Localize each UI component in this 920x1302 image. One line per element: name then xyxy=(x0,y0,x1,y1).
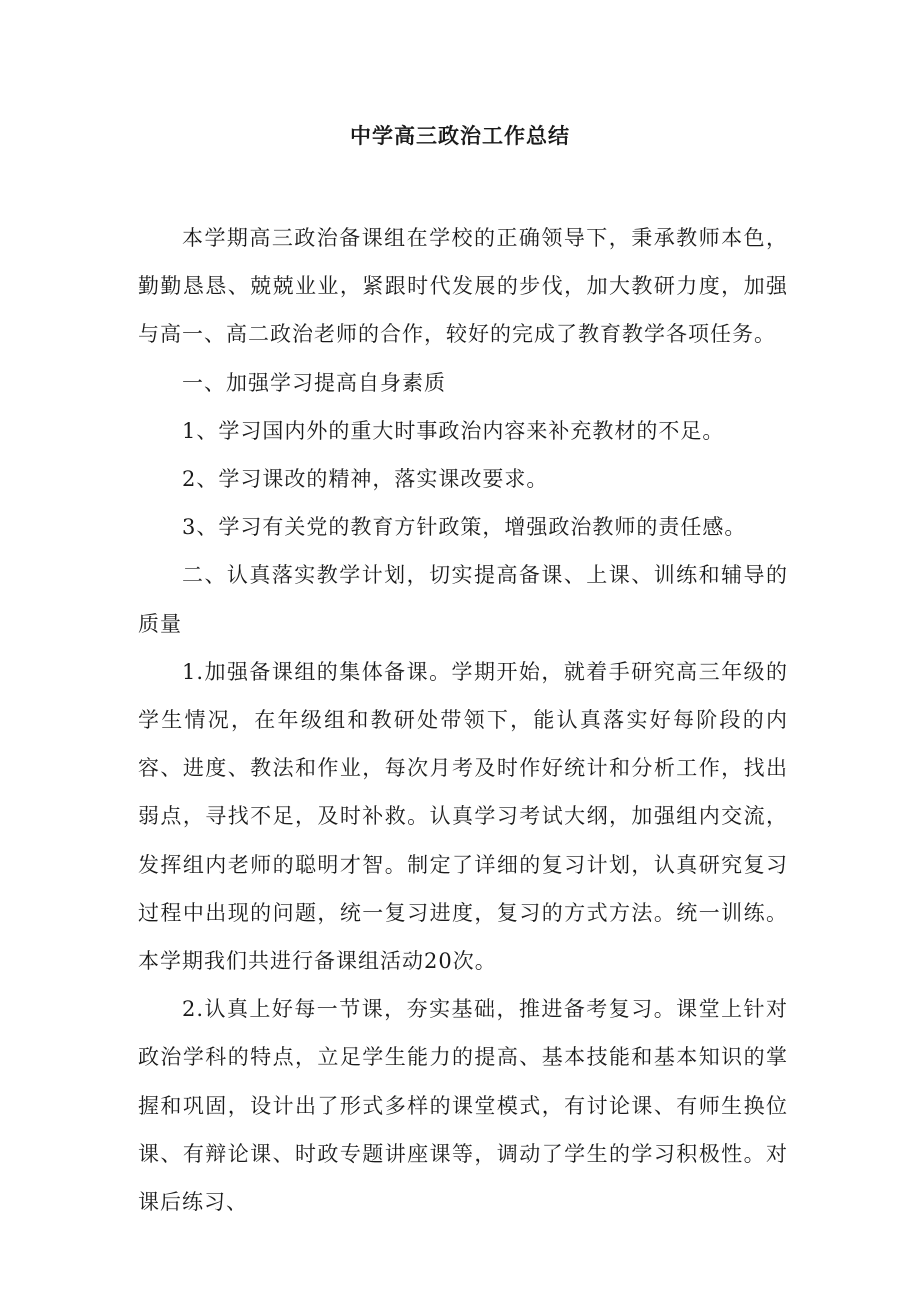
list-item: 2、学习课改的精神，落实课改要求。 xyxy=(182,467,549,492)
list-item: 3、学习有关党的教育方针政策，增强政治教师的责任感。 xyxy=(182,515,747,540)
section-heading-1: 一、加强学习提高自身素质 xyxy=(182,370,446,395)
list-item: 1、学习国内外的重大时事政治内容来补充教材的不足。 xyxy=(182,418,725,443)
body-paragraph: 2.认真上好每一节课，夯实基础，推进备考复习。课堂上针对政治学科的特点，立足学生能力的提高、基本技能和基本知识的掌握和巩固，设计出了形式多样的课堂模式，有讨论课、有师生换位课、有辩论课、时政专题讲座课等，调动了学生的学习积极性。对课后练习、 xyxy=(138,997,788,1215)
document-body xyxy=(138,214,788,1226)
document-title: 中学高三政治工作总结 xyxy=(350,123,570,148)
body-paragraph: 1.加强备课组的集体备课。学期开始，就着手研究高三年级的学生情况，在年级组和教研处带领下，能认真落实好每阶段的内容、进度、教法和作业，每次月考及时作好统计和分析工作，找出弱点，寻找不足，及时补救。认真学习考试大纲，加强组内交流，发挥组内老师的聪明才智。制定了详细的复习计划，认真研究复习过程中出现的问题，统一复习进度，复习的方式方法。统一训练。本学期我们共进行备课组活动20次。 xyxy=(138,659,788,974)
section-heading-2: 二、认真落实教学计划，切实提高备课、上课、训练和辅导的质量 xyxy=(138,563,788,636)
intro-paragraph: 本学期高三政治备课组在学校的正确领导下，秉承教师本色，勤勤恳恳、兢兢业业，紧跟时代发展的步伐，加大教研力度，加强与高一、高二政治老师的合作，较好的完成了教育教学各项任务。 xyxy=(138,226,788,347)
